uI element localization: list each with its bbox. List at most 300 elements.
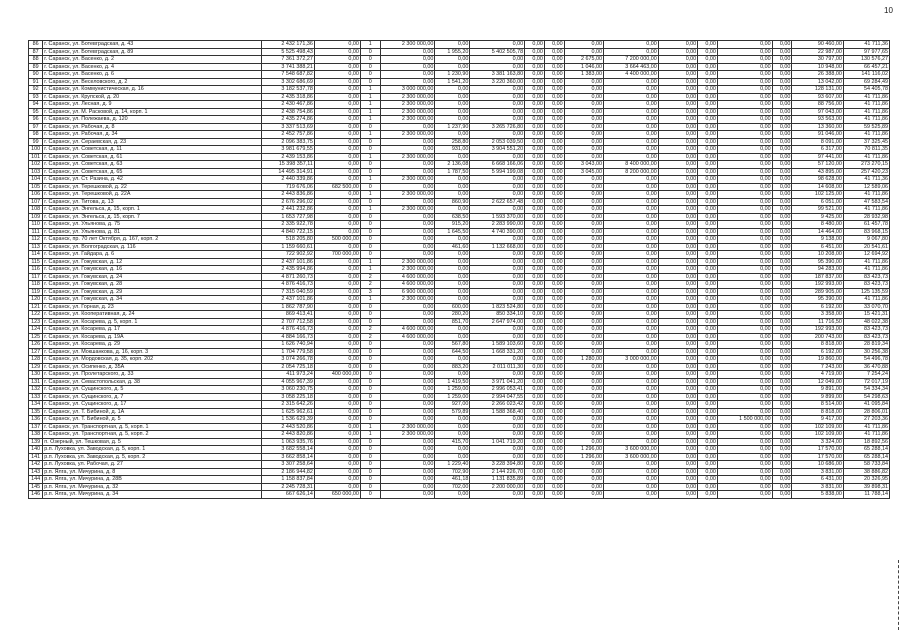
value-cell: 0,00	[544, 236, 564, 244]
value-cell: 0,00	[772, 341, 792, 349]
value-cell: 1	[360, 131, 380, 139]
value-cell: 0,00	[544, 63, 564, 71]
value-cell: 0,00	[544, 378, 564, 386]
value-cell: 1 230,90	[435, 71, 470, 79]
value-cell: 3 058 225,18	[262, 393, 315, 401]
value-cell: 0,00	[525, 236, 545, 244]
value-cell: 3 337 513,69	[262, 123, 315, 131]
value-cell: 0,00	[717, 48, 772, 56]
value-cell: 0,00	[658, 288, 697, 296]
value-cell: 0,00	[470, 93, 525, 101]
value-cell: 102 125,00	[792, 191, 843, 199]
value-cell: 6 900 000,00	[380, 288, 435, 296]
value-cell: 0,00	[525, 393, 545, 401]
address-cell: г. Саранск, ул. Терешковой, д. 22	[43, 183, 262, 191]
value-cell: 1 419,50	[435, 378, 470, 386]
value-cell: 90 460,00	[792, 41, 843, 49]
value-cell: 0,00	[604, 318, 659, 326]
table-row	[29, 138, 890, 146]
value-cell: 0,00	[604, 221, 659, 229]
value-cell: 2 432 171,36	[262, 41, 315, 49]
table-row	[29, 228, 890, 236]
value-cell: 0,00	[772, 168, 792, 176]
value-cell: 10 208,00	[792, 251, 843, 259]
value-cell: 0,00	[564, 108, 603, 116]
value-cell: 0,00	[470, 326, 525, 334]
value-cell: 0,00	[544, 483, 564, 491]
value-cell: 0,00	[772, 48, 792, 56]
row-number-cell: 115	[29, 258, 43, 266]
value-cell: 0,00	[314, 138, 360, 146]
value-cell: 0	[360, 468, 380, 476]
value-cell: 0,00	[698, 461, 718, 469]
value-cell: 0,00	[470, 416, 525, 424]
value-cell: 47 583,54	[843, 198, 889, 206]
value-cell: 0,00	[772, 303, 792, 311]
value-cell: 0,00	[698, 78, 718, 86]
value-cell: 0,00	[525, 198, 545, 206]
value-cell: 0,00	[772, 386, 792, 394]
row-number-cell: 114	[29, 251, 43, 259]
table-row	[29, 78, 890, 86]
value-cell: 0,00	[658, 243, 697, 251]
value-cell: 0,00	[525, 161, 545, 169]
row-number-cell: 113	[29, 243, 43, 251]
value-cell: 0,00	[604, 41, 659, 49]
value-cell: 0,00	[698, 108, 718, 116]
value-cell: 70 811,35	[843, 146, 889, 154]
value-cell: 638,50	[435, 213, 470, 221]
address-cell: г. Саранск, ул. Гожувская, д. 34	[43, 296, 262, 304]
value-cell: 22 987,00	[792, 48, 843, 56]
value-cell: 0,00	[698, 356, 718, 364]
value-cell: 0,00	[772, 213, 792, 221]
value-cell: 3 904 551,20	[470, 146, 525, 154]
value-cell: 0,00	[314, 101, 360, 109]
value-cell: 0,00	[380, 183, 435, 191]
row-number-cell: 94	[29, 101, 43, 109]
value-cell: 17 570,00	[792, 453, 843, 461]
value-cell: 0,00	[658, 311, 697, 319]
value-cell: 0,00	[380, 71, 435, 79]
address-cell: г. Саранск, ул. Энгельса, д. 15, корп. 7	[43, 213, 262, 221]
value-cell: 88 756,00	[792, 101, 843, 109]
value-cell: 2 136,08	[435, 161, 470, 169]
value-cell: 0,00	[717, 221, 772, 229]
value-cell: 2 435 274,86	[262, 116, 315, 124]
value-cell: 1 259,00	[435, 386, 470, 394]
value-cell: 0	[360, 71, 380, 79]
address-cell: г. Саранск, ул. Ульянова, д. 81	[43, 228, 262, 236]
value-cell: 0,00	[698, 303, 718, 311]
value-cell: 6 051,00	[792, 198, 843, 206]
value-cell: 4 884 166,73	[262, 333, 315, 341]
value-cell: 0,00	[544, 393, 564, 401]
value-cell: 0	[360, 491, 380, 499]
value-cell: 860,90	[435, 198, 470, 206]
table-row	[29, 453, 890, 461]
value-cell: 48 022,38	[843, 318, 889, 326]
value-cell: 6 668 166,06	[470, 161, 525, 169]
row-number-cell: 98	[29, 131, 43, 139]
value-cell: 54 298,63	[843, 393, 889, 401]
value-cell: 0,00	[525, 221, 545, 229]
table-row	[29, 86, 890, 94]
value-cell: 41 095,84	[843, 401, 889, 409]
address-cell: г. Саранск, ул. Крупской, д. 20	[43, 93, 262, 101]
value-cell: 0,00	[717, 228, 772, 236]
value-cell: 0,00	[470, 453, 525, 461]
value-cell: 0,00	[717, 318, 772, 326]
value-cell: 0,00	[658, 401, 697, 409]
value-cell: 0,00	[380, 146, 435, 154]
value-cell: 0,00	[717, 303, 772, 311]
row-number-cell: 111	[29, 228, 43, 236]
value-cell: 0,00	[525, 356, 545, 364]
row-number-cell: 145	[29, 483, 43, 491]
value-cell: 0,00	[604, 258, 659, 266]
page-number: 10	[884, 6, 893, 15]
value-cell: 0,00	[698, 386, 718, 394]
value-cell: 20 326,95	[843, 476, 889, 484]
value-cell: 0,00	[470, 288, 525, 296]
value-cell: 0,00	[470, 491, 525, 499]
value-cell: 2 300 000,00	[380, 191, 435, 199]
value-cell: 20 541,61	[843, 243, 889, 251]
table-row	[29, 461, 890, 469]
value-cell: 4 055 967,39	[262, 378, 315, 386]
value-cell: 1 296,00	[564, 453, 603, 461]
value-cell: 0,00	[772, 483, 792, 491]
value-cell: 0,00	[544, 311, 564, 319]
value-cell: 0,00	[717, 468, 772, 476]
value-cell: 0,00	[658, 446, 697, 454]
value-cell: 0,00	[435, 356, 470, 364]
value-cell: 0,00	[564, 393, 603, 401]
value-cell: 141 116,02	[843, 71, 889, 79]
value-cell: 0,00	[717, 266, 772, 274]
value-cell: 3	[360, 288, 380, 296]
value-cell: 2 435 994,86	[262, 266, 315, 274]
value-cell: 0,00	[698, 131, 718, 139]
value-cell: 41 711,36	[843, 176, 889, 184]
value-cell: 2 647 974,00	[470, 318, 525, 326]
value-cell: 0,00	[698, 333, 718, 341]
value-cell: 0,00	[380, 78, 435, 86]
value-cell: 0,00	[772, 153, 792, 161]
address-cell: р.п. Ялга, ул. Мичурина, д. 32	[43, 483, 262, 491]
value-cell: 1	[360, 153, 380, 161]
value-cell: 0,00	[658, 266, 697, 274]
value-cell: 41 711,86	[843, 431, 889, 439]
value-cell: 667 626,14	[262, 491, 315, 499]
value-cell: 567,80	[435, 341, 470, 349]
row-number-cell: 120	[29, 296, 43, 304]
value-cell: 0,00	[772, 408, 792, 416]
value-cell: 0,00	[772, 116, 792, 124]
value-cell: 0,00	[314, 71, 360, 79]
value-cell: 0,00	[604, 206, 659, 214]
value-cell: 0	[360, 48, 380, 56]
row-number-cell: 90	[29, 71, 43, 79]
value-cell: 0,00	[658, 108, 697, 116]
value-cell: 3 358,00	[792, 311, 843, 319]
value-cell: 2 300 000,00	[380, 101, 435, 109]
value-cell: 0,00	[525, 266, 545, 274]
value-cell: 10 686,00	[792, 461, 843, 469]
value-cell: 0,00	[772, 416, 792, 424]
value-cell: 500 000,00	[314, 236, 360, 244]
value-cell: 3 182 537,78	[262, 86, 315, 94]
value-cell: 2 441 232,86	[262, 206, 315, 214]
value-cell: 0	[360, 378, 380, 386]
value-cell: 59 525,89	[843, 123, 889, 131]
value-cell: 3 664 463,00	[604, 63, 659, 71]
value-cell: 0,00	[544, 461, 564, 469]
value-cell: 0	[360, 356, 380, 364]
value-cell: 0,00	[698, 48, 718, 56]
value-cell: 0,00	[564, 341, 603, 349]
value-cell: 0,00	[698, 401, 718, 409]
address-cell: г. Саранск, ул. Советская, д. 63	[43, 161, 262, 169]
value-cell: 0,00	[564, 408, 603, 416]
value-cell: 0,00	[658, 453, 697, 461]
value-cell: 0,00	[564, 311, 603, 319]
value-cell: 0,00	[525, 183, 545, 191]
value-cell: 0,00	[314, 393, 360, 401]
value-cell: 0,00	[717, 56, 772, 64]
value-cell: 0,00	[564, 236, 603, 244]
address-cell: г. Саранск, ул. Васенко, д. 6	[43, 71, 262, 79]
value-cell: 0,00	[717, 356, 772, 364]
value-cell: 1	[360, 41, 380, 49]
value-cell: 0,00	[717, 378, 772, 386]
value-cell: 0,00	[698, 378, 718, 386]
value-cell: 0,00	[564, 206, 603, 214]
value-cell: 0,00	[564, 243, 603, 251]
value-cell: 0,00	[380, 56, 435, 64]
address-cell: г. Саранск, ул. Энгельса, д. 15, корп. 1	[43, 206, 262, 214]
value-cell: 0,00	[525, 41, 545, 49]
value-cell: 14 495 314,91	[262, 168, 315, 176]
value-cell: 6 317,00	[792, 146, 843, 154]
value-cell: 0,00	[717, 101, 772, 109]
value-cell: 1 823 524,80	[470, 303, 525, 311]
value-cell: 682 500,00	[314, 183, 360, 191]
table-row	[29, 476, 890, 484]
row-number-cell: 112	[29, 236, 43, 244]
value-cell: 0,00	[772, 183, 792, 191]
value-cell: 0,00	[435, 333, 470, 341]
value-cell: 0,00	[314, 131, 360, 139]
value-cell: 7 361 372,27	[262, 56, 315, 64]
value-cell: 0,00	[658, 48, 697, 56]
value-cell: 722 902,92	[262, 251, 315, 259]
value-cell: 0,00	[380, 48, 435, 56]
value-cell: 0,00	[772, 393, 792, 401]
table-row	[29, 296, 890, 304]
value-cell: 192 993,00	[792, 326, 843, 334]
value-cell: 0,00	[564, 191, 603, 199]
value-cell: 0,00	[525, 431, 545, 439]
value-cell: 0,00	[525, 423, 545, 431]
value-cell: 95 390,00	[792, 258, 843, 266]
value-cell: 0,00	[544, 191, 564, 199]
address-cell: г. Саранск, ул. Транспортная, д. 5, корп. 1	[43, 423, 262, 431]
value-cell: 0,00	[698, 363, 718, 371]
value-cell: 0,00	[658, 438, 697, 446]
value-cell: 0,00	[470, 236, 525, 244]
value-cell: 27 203,36	[843, 416, 889, 424]
value-cell: 0,00	[698, 63, 718, 71]
value-cell: 1	[360, 86, 380, 94]
value-cell: 6 192,00	[792, 348, 843, 356]
value-cell: 0,00	[380, 408, 435, 416]
value-cell: 7 315 040,59	[262, 288, 315, 296]
value-cell: 0,00	[717, 296, 772, 304]
table-row	[29, 348, 890, 356]
value-cell: 0,00	[564, 303, 603, 311]
value-cell: 0,00	[658, 41, 697, 49]
row-number-cell: 125	[29, 333, 43, 341]
value-cell: 0,00	[658, 228, 697, 236]
value-cell: 0,00	[772, 123, 792, 131]
value-cell: 0,00	[564, 461, 603, 469]
value-cell: 13 042,00	[792, 78, 843, 86]
value-cell: 0,00	[435, 56, 470, 64]
value-cell: 0,00	[717, 198, 772, 206]
value-cell: 2 266 023,42	[470, 401, 525, 409]
value-cell: 0,00	[544, 146, 564, 154]
value-cell: 54 496,78	[843, 356, 889, 364]
value-cell: 0,00	[564, 371, 603, 379]
value-cell: 0	[360, 303, 380, 311]
value-cell: 0,00	[604, 123, 659, 131]
table-row	[29, 356, 890, 364]
value-cell: 0,00	[544, 281, 564, 289]
value-cell: 0,00	[525, 363, 545, 371]
table-row	[29, 108, 890, 116]
value-cell: 0,00	[717, 363, 772, 371]
value-cell: 0,00	[470, 258, 525, 266]
value-cell: 0,00	[658, 86, 697, 94]
value-cell: 0,00	[698, 138, 718, 146]
value-cell: 0,00	[772, 206, 792, 214]
value-cell: 11 716,50	[792, 318, 843, 326]
row-number-cell: 134	[29, 401, 43, 409]
value-cell: 0,00	[314, 416, 360, 424]
row-number-cell: 127	[29, 348, 43, 356]
value-cell: 0,00	[380, 371, 435, 379]
table-row	[29, 251, 890, 259]
value-cell: 0,00	[380, 228, 435, 236]
value-cell: 0,00	[314, 483, 360, 491]
value-cell: 0,00	[564, 123, 603, 131]
address-cell: г. Саранск, ул. Транспортная, д. 5, корп. 2	[43, 431, 262, 439]
value-cell: 2 300 000,00	[380, 258, 435, 266]
value-cell: 0	[360, 416, 380, 424]
value-cell: 0,00	[658, 408, 697, 416]
value-cell: 0,00	[604, 78, 659, 86]
value-cell: 0,00	[435, 371, 470, 379]
value-cell: 3 302 686,69	[262, 78, 315, 86]
value-cell: 0,00	[658, 341, 697, 349]
value-cell: 0,00	[564, 288, 603, 296]
value-cell: 257 420,23	[843, 168, 889, 176]
value-cell: 0,00	[380, 348, 435, 356]
value-cell: 0,00	[658, 56, 697, 64]
value-cell: 0,00	[525, 108, 545, 116]
value-cell: 12 589,06	[843, 183, 889, 191]
value-cell: 0,00	[604, 363, 659, 371]
value-cell: 0,00	[698, 431, 718, 439]
value-cell: 0,00	[564, 221, 603, 229]
value-cell: 0,00	[470, 251, 525, 259]
value-cell: 0,00	[435, 153, 470, 161]
value-cell: 0	[360, 161, 380, 169]
value-cell: 0,00	[604, 476, 659, 484]
value-cell: 0,00	[564, 198, 603, 206]
value-cell: 3 060 230,75	[262, 386, 315, 394]
value-cell: 41 711,86	[843, 206, 889, 214]
value-cell: 0,00	[564, 93, 603, 101]
value-cell: 0,00	[314, 198, 360, 206]
value-cell: 1 259,00	[435, 393, 470, 401]
value-cell: 0,00	[604, 341, 659, 349]
value-cell: 0,00	[717, 251, 772, 259]
value-cell: 719 676,06	[262, 183, 315, 191]
value-cell: 0,00	[658, 393, 697, 401]
row-number-cell: 107	[29, 198, 43, 206]
value-cell: 0,00	[658, 468, 697, 476]
value-cell: 0,00	[658, 461, 697, 469]
value-cell: 0,00	[435, 288, 470, 296]
value-cell: 0,00	[658, 318, 697, 326]
value-cell: 0,00	[604, 131, 659, 139]
row-number-cell: 101	[29, 153, 43, 161]
value-cell: 0,00	[658, 71, 697, 79]
value-cell: 0,00	[470, 131, 525, 139]
table-row	[29, 378, 890, 386]
value-cell: 0,00	[604, 108, 659, 116]
row-number-cell: 138	[29, 431, 43, 439]
value-cell: 0	[360, 363, 380, 371]
value-cell: 0,00	[717, 213, 772, 221]
value-cell: 98 628,00	[792, 176, 843, 184]
value-cell: 1	[360, 191, 380, 199]
value-cell: 0,00	[564, 416, 603, 424]
value-cell: 0,00	[314, 408, 360, 416]
value-cell: 0,00	[525, 446, 545, 454]
value-cell: 0,00	[525, 288, 545, 296]
table-row	[29, 438, 890, 446]
value-cell: 0,00	[314, 266, 360, 274]
value-cell: 0,00	[544, 341, 564, 349]
value-cell: 8 818,00	[792, 341, 843, 349]
value-cell: 0,00	[717, 423, 772, 431]
value-cell: 0,00	[314, 296, 360, 304]
value-cell: 0,00	[658, 476, 697, 484]
value-cell: 0,00	[564, 146, 603, 154]
value-cell: 0,00	[314, 423, 360, 431]
value-cell: 0,00	[772, 348, 792, 356]
row-number-cell: 122	[29, 311, 43, 319]
value-cell: 5 838,00	[792, 491, 843, 499]
value-cell: 69 284,49	[843, 78, 889, 86]
value-cell: 0,00	[470, 86, 525, 94]
value-cell: 0,00	[658, 93, 697, 101]
value-cell: 0,00	[604, 176, 659, 184]
